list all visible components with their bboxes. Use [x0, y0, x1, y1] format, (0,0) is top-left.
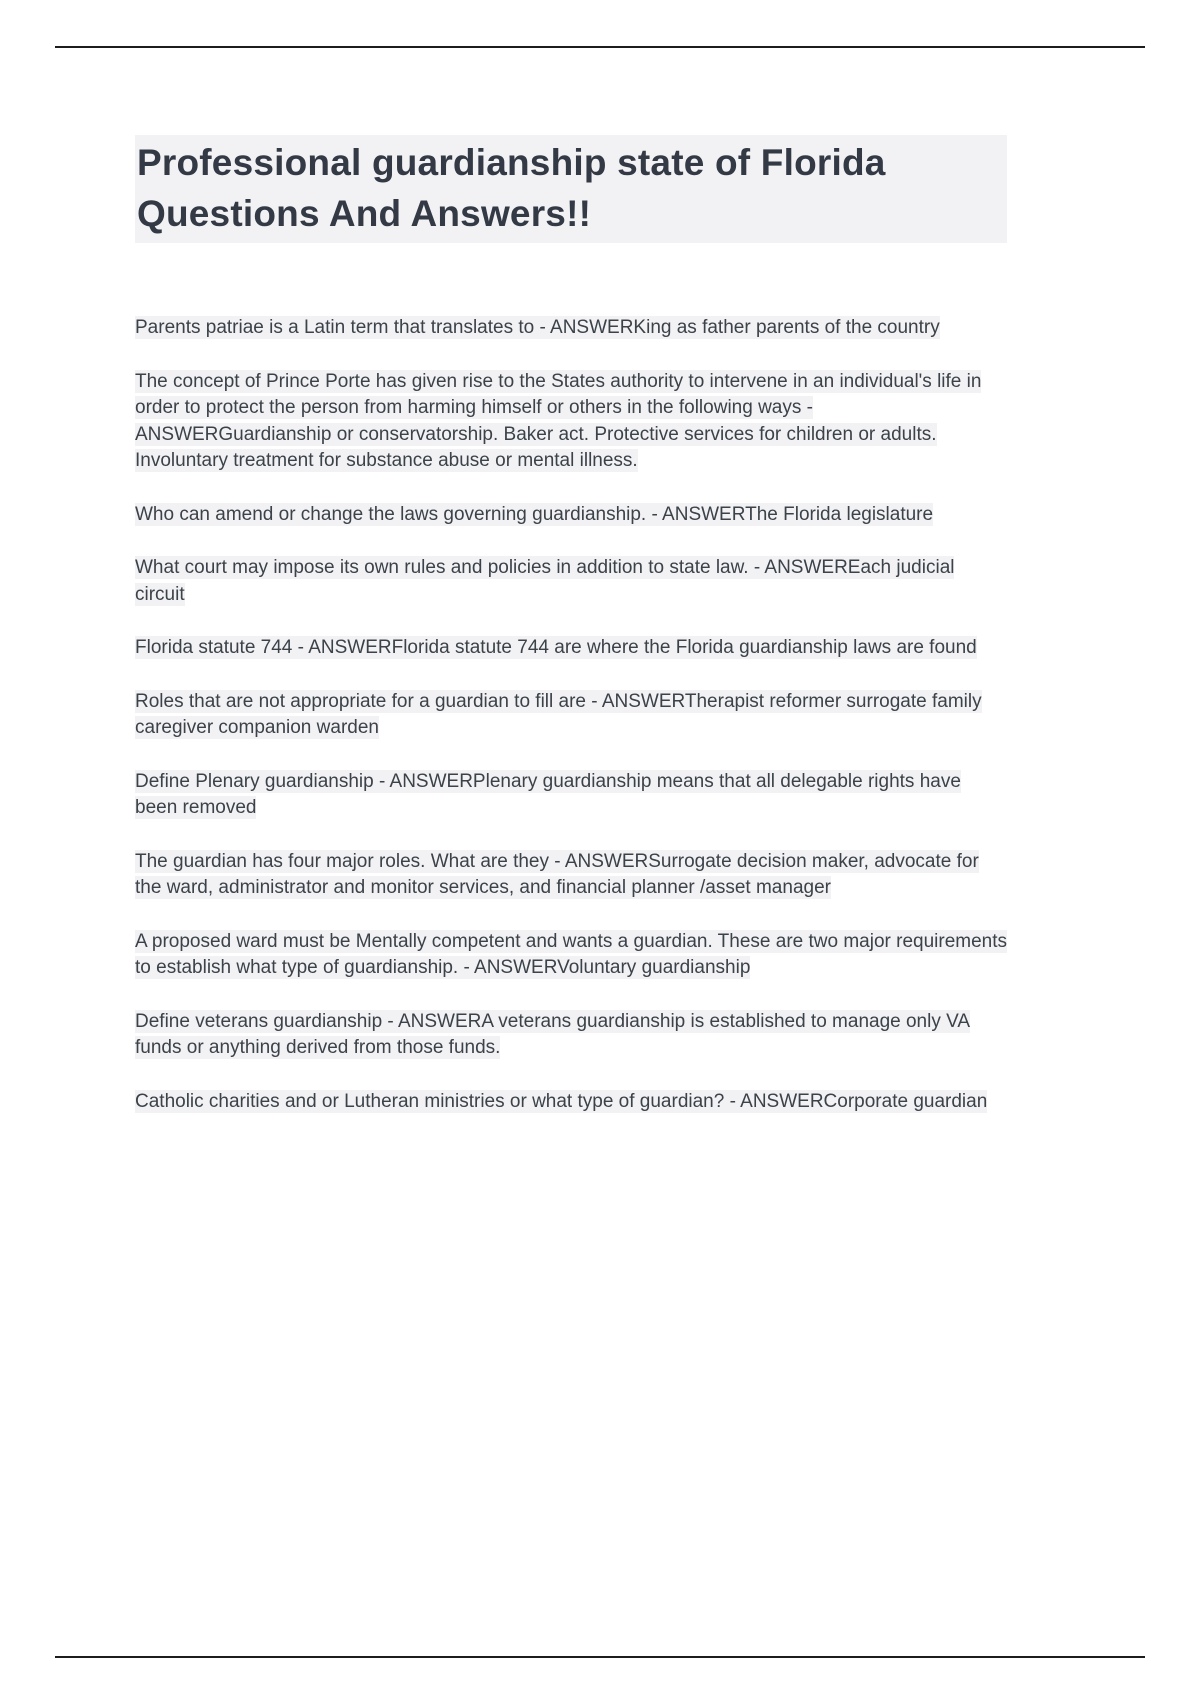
qa-paragraph [135, 369, 1007, 475]
bottom-rule [55, 1656, 1145, 1658]
qa-paragraph [135, 555, 1007, 608]
qa-paragraph [135, 502, 1007, 529]
qa-paragraph [135, 1009, 1007, 1062]
highlighted-text: The concept of Prince Porte has given rise to the States authority to intervene in an individual's life in order to protect the person from harming himself or others in the following ways - ANSWERGuardianship or conservatorship. Baker act. Protective services for children or adults. Involuntary treatment for substance abuse or mental illness. [135, 370, 982, 471]
highlighted-text: Florida statute 744 - ANSWERFlorida statute 744 are where the Florida guardianship laws are found [135, 637, 977, 658]
highlighted-text: A proposed ward must be Mentally competent and wants a guardian. These are two major requirements to establish what type of guardianship. - ANSWERVoluntary guardianship [135, 930, 1008, 978]
highlighted-text: Who can amend or change the laws governing guardianship. - ANSWERThe Florida legislature [135, 503, 934, 525]
highlighted-text: Define Plenary guardianship - ANSWERPlenary guardianship means that all delegable rights have been removed [135, 770, 961, 818]
qa-paragraph [135, 929, 1007, 982]
page-title: Professional guardianship state of Florida Questions And Answers!! [135, 135, 1007, 243]
qa-paragraph [135, 689, 1007, 742]
highlighted-text: Roles that are not appropriate for a guardian to fill are - ANSWERTherapist reformer surrogate family caregiver companion warden [135, 690, 982, 738]
top-rule [55, 46, 1145, 48]
qa-paragraph [135, 635, 1007, 662]
document-content [135, 135, 1007, 1142]
highlighted-text: What court may impose its own rules and policies in addition to state law. - ANSWEREach judicial circuit [135, 557, 955, 605]
qa-paragraph [135, 849, 1007, 902]
document-body [135, 315, 1007, 1115]
highlighted-text: Catholic charities and or Lutheran ministries or what type of guardian? - ANSWERCorporate guardian [135, 1090, 988, 1112]
qa-paragraph [135, 1089, 1007, 1116]
qa-paragraph [135, 315, 1007, 342]
highlighted-text: Define veterans guardianship - ANSWERA veterans guardianship is established to manage only VA funds or anything derived from those funds. [135, 1010, 971, 1058]
highlighted-text: Parents patriae is a Latin term that translates to - ANSWERKing as father parents of the country [135, 317, 940, 338]
highlighted-text: The guardian has four major roles. What are they - ANSWERSurrogate decision maker, advocate for the ward, administrator and monitor services, and financial planner /asset manager [135, 850, 979, 898]
qa-paragraph [135, 769, 1007, 822]
